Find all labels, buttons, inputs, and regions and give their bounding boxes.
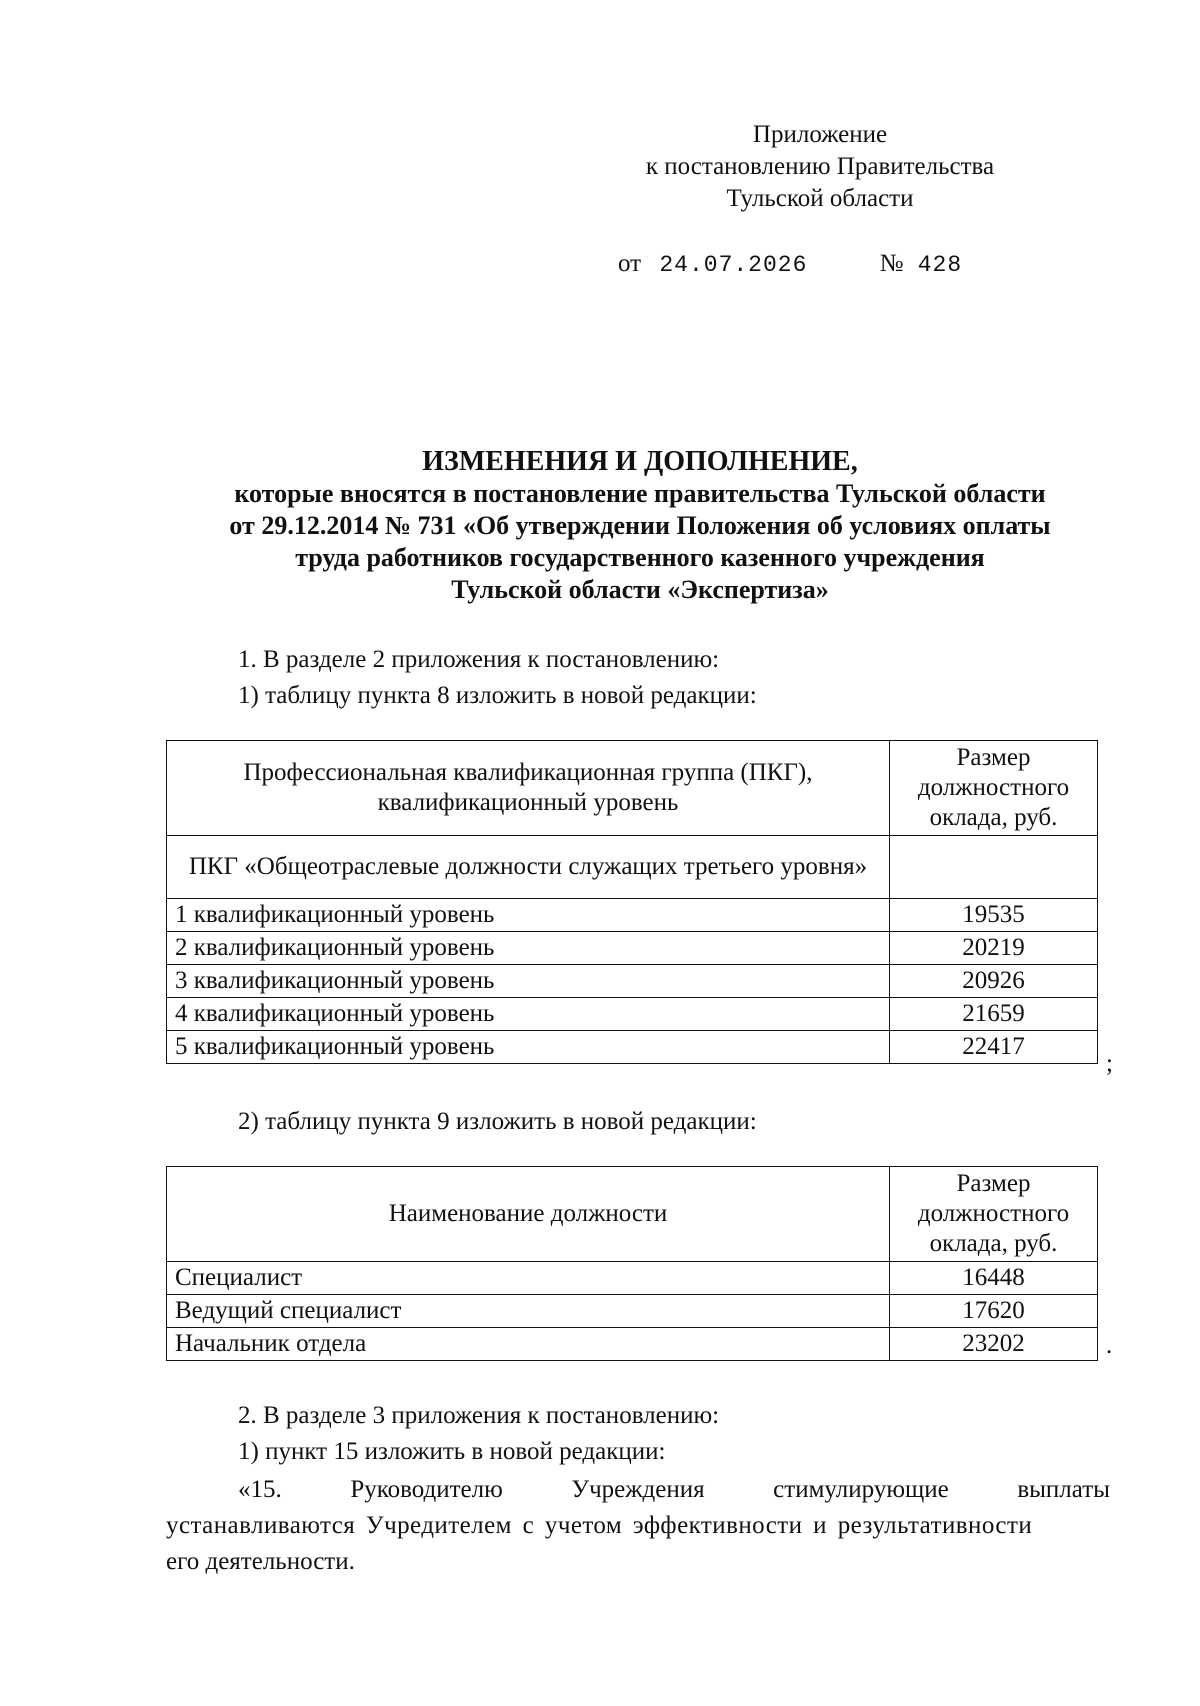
- section2-item1: 1) пункт 15 изложить в новой редакции:: [238, 1438, 666, 1465]
- level-cell: 5 квалификационный уровень: [167, 1031, 890, 1064]
- salary-cell: 19535: [890, 899, 1098, 932]
- salary-cell: 23202: [890, 1328, 1098, 1361]
- document-title: [160, 446, 1120, 606]
- quote-word: «15.: [238, 1476, 282, 1503]
- position-cell: Начальник отдела: [167, 1328, 890, 1361]
- quote-line-1: [238, 1476, 1110, 1504]
- title-line-4: труда работников государственного казенного учреждения: [295, 543, 985, 572]
- table-row: [167, 932, 1098, 965]
- table-header-row: [167, 741, 1098, 836]
- section1-item2: 2) таблицу пункта 9 изложить в новой редакции:: [238, 1108, 757, 1135]
- table-row: [167, 1295, 1098, 1328]
- table-header-row: [167, 1167, 1098, 1262]
- table-header-position: Наименование должности: [167, 1167, 890, 1262]
- title-line-1: ИЗМЕНЕНИЯ И ДОПОЛНЕНИЕ,: [422, 446, 858, 477]
- title-line-5: Тульской области «Экспертиза»: [451, 575, 829, 604]
- number-prefix: №: [879, 250, 904, 277]
- salary-cell: 21659: [890, 998, 1098, 1031]
- quote-word: выплаты: [1017, 1476, 1110, 1503]
- table-row: [167, 998, 1098, 1031]
- level-cell: 4 квалификационный уровень: [167, 998, 890, 1031]
- salary-table-pkg: [166, 740, 1098, 1064]
- document-number: 428: [917, 252, 963, 278]
- table-row: [167, 965, 1098, 998]
- quote-word: Учреждения: [571, 1476, 705, 1503]
- table-group-title: ПКГ «Общеотраслевые должности служащих третьего уровня»: [167, 836, 890, 899]
- level-cell: 2 квалификационный уровень: [167, 932, 890, 965]
- quote-word: Руководителю: [350, 1476, 503, 1503]
- salary-cell: 16448: [890, 1262, 1098, 1295]
- appendix-region: Тульской области: [726, 185, 914, 212]
- salary-cell: 22417: [890, 1031, 1098, 1064]
- position-cell: Ведущий специалист: [167, 1295, 890, 1328]
- salary-cell: 20219: [890, 932, 1098, 965]
- appendix-reference: к постановлению Правительства: [645, 153, 995, 180]
- document-date-line: [618, 250, 962, 278]
- section1-item1: 1) таблицу пункта 8 изложить в новой редакции:: [238, 682, 757, 709]
- table2-trailing-period: .: [1106, 1332, 1113, 1359]
- quote-line-3: его деятельности.: [166, 1548, 355, 1575]
- table-group-row: [167, 836, 1098, 899]
- table-group-empty: [890, 836, 1098, 899]
- salary-cell: 17620: [890, 1295, 1098, 1328]
- level-cell: 1 квалификационный уровень: [167, 899, 890, 932]
- section2-intro: 2. В разделе 3 приложения к постановлению:: [238, 1402, 720, 1429]
- table-row: [167, 1328, 1098, 1361]
- table-row: [167, 1031, 1098, 1064]
- salary-table-positions: [166, 1166, 1098, 1361]
- table-header-salary: Размер должностного оклада, руб.: [890, 1167, 1098, 1262]
- table-header-group: Профессиональная квалификационная группа (ПКГ), квалификационный уровень: [167, 741, 890, 836]
- table-header-salary: Размер должностного оклада, руб.: [890, 741, 1098, 836]
- appendix-label: Приложение: [752, 121, 888, 148]
- quote-word: стимулирующие: [773, 1476, 949, 1503]
- table-row: [167, 1262, 1098, 1295]
- position-cell: Специалист: [167, 1262, 890, 1295]
- date-prefix: от: [618, 250, 642, 277]
- section1-intro: 1. В разделе 2 приложения к постановлению:: [238, 646, 720, 673]
- table-row: [167, 899, 1098, 932]
- quote-line-2: устанавливаются Учредителем с учетом эффективности и результативности: [166, 1512, 1033, 1539]
- document-date: 24.07.2026: [659, 252, 808, 278]
- level-cell: 3 квалификационный уровень: [167, 965, 890, 998]
- title-line-3: от 29.12.2014 № 731 «Об утверждении Положения об условиях оплаты: [229, 511, 1051, 540]
- title-line-2: которые вносятся в постановление правительства Тульской области: [234, 479, 1046, 508]
- salary-cell: 20926: [890, 965, 1098, 998]
- table1-trailing-semicolon: ;: [1106, 1050, 1113, 1077]
